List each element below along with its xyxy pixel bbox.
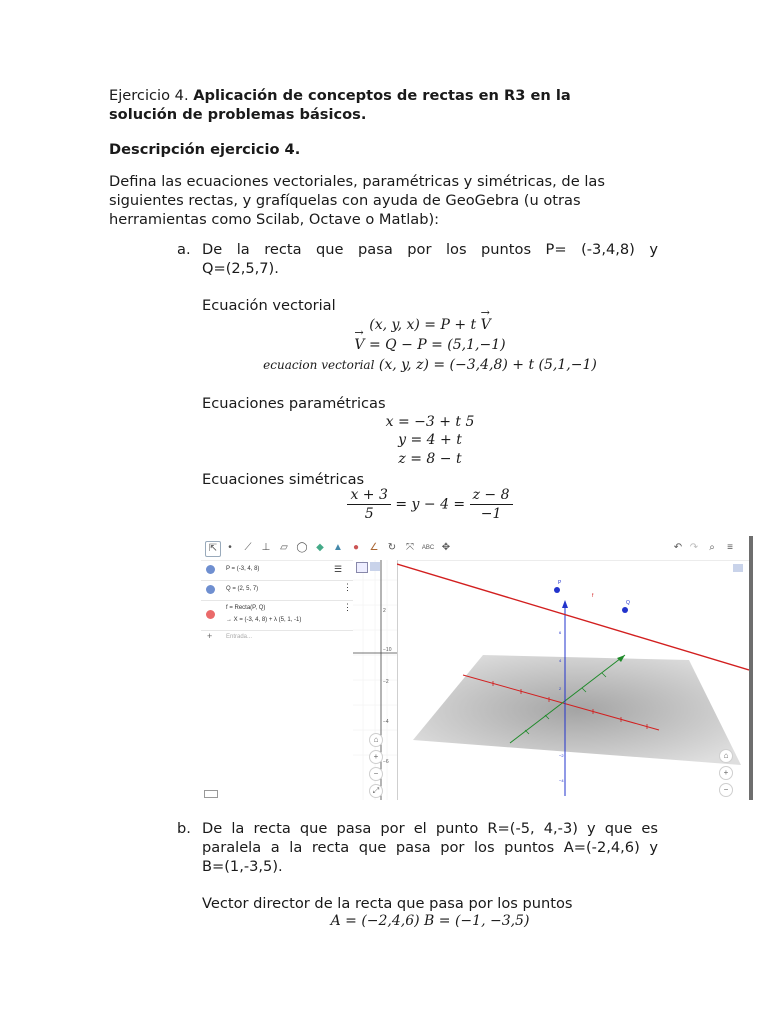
exercise-heading xyxy=(109,86,571,105)
line-f[interactable] xyxy=(397,564,749,670)
fraction-1-numerator: x + 3 xyxy=(347,487,390,505)
more-options-icon[interactable]: ⋮ xyxy=(343,602,352,612)
director-label: Vector director de la recta que pasa por los puntos xyxy=(202,895,573,912)
algebra-row-Q[interactable] xyxy=(201,580,353,601)
zoom-out-icon[interactable]: − xyxy=(719,783,733,797)
zoom-out-icon[interactable]: − xyxy=(369,767,383,781)
algebra-row-subtext: → X = (-3, 4, 8) + λ (5, 1, -1) xyxy=(226,617,302,623)
exercise-title: Aplicación de conceptos de rectas en R3 en la xyxy=(193,87,571,104)
add-icon[interactable]: + xyxy=(207,631,213,641)
point-P-label: P xyxy=(558,580,562,586)
part-a-line-2: Q=(2,5,7). xyxy=(202,260,279,277)
intro-line-1: Defina las ecuaciones vectoriales, paramétricas y simétricas, de las xyxy=(109,173,605,190)
zoom-in-icon[interactable]: + xyxy=(369,750,383,764)
z-tick-label: 2 xyxy=(559,686,562,691)
part-b-line-2: paralela a la recta que pasa por los puntos A=(-2,4,6) y xyxy=(202,839,658,856)
tick-label: −4 xyxy=(383,719,389,725)
param-y: y = 4 + t xyxy=(398,432,462,448)
exercise-title-line2: solución de problemas básicos. xyxy=(109,106,367,123)
part-a-line-1: De la recta que pasa por los puntos P= (-3,4,8) y xyxy=(202,241,658,258)
graphics-style-icon[interactable] xyxy=(356,562,368,573)
vector-v-symbol: → V xyxy=(354,337,364,353)
graphics-3d-canvas xyxy=(397,560,749,800)
graphics-2d-view xyxy=(353,560,398,800)
algebra-row-text: Q = (2, 5, 7) xyxy=(226,586,259,592)
fraction-1 xyxy=(347,487,390,522)
graphics-2d-canvas xyxy=(353,560,397,800)
geogebra-window xyxy=(201,536,753,800)
vector-equation-2 xyxy=(300,337,560,353)
point-P[interactable] xyxy=(554,587,560,593)
polygon-tool-icon[interactable]: ▱ xyxy=(280,542,288,553)
fraction-1-denominator: 5 xyxy=(364,506,374,522)
param-z: z = 8 − t xyxy=(398,451,462,467)
angle-tool-icon[interactable]: ∠ xyxy=(369,542,379,553)
fullscreen-icon[interactable]: ⤢ xyxy=(369,784,383,798)
move-tool-icon[interactable]: ⇱ xyxy=(205,541,221,557)
vec-eq3-label: ecuacion vectorial xyxy=(263,358,375,372)
line-f-label: f xyxy=(592,593,594,599)
exercise-prefix: Ejercicio 4. xyxy=(109,87,189,104)
algebra-row-text: f = Recta(P, Q) xyxy=(226,605,266,611)
fraction-2-denominator: −1 xyxy=(480,506,502,522)
algebra-view xyxy=(201,560,354,800)
symmetric-label: Ecuaciones simétricas xyxy=(202,471,365,488)
tick-label: 2 xyxy=(383,608,386,614)
plane-tool-icon[interactable]: ◆ xyxy=(316,542,324,553)
tick-label: −10 xyxy=(383,647,392,653)
fraction-2 xyxy=(470,487,513,522)
home-icon[interactable]: ⌂ xyxy=(719,749,733,763)
undo-icon[interactable]: ↶ xyxy=(673,542,683,553)
part-b-line-3: B=(1,-3,5). xyxy=(202,858,283,875)
fraction-2-numerator: z − 8 xyxy=(470,487,513,505)
zoom-in-icon[interactable]: + xyxy=(719,766,733,780)
view-tool-icon[interactable]: ✥ xyxy=(441,542,451,553)
line-tool-icon[interactable]: ⟋ xyxy=(244,542,252,553)
perpendicular-tool-icon[interactable]: ⊥ xyxy=(261,542,271,553)
home-icon[interactable]: ⌂ xyxy=(369,733,383,747)
z-tick-label: −4 xyxy=(559,778,564,783)
point-Q[interactable] xyxy=(622,607,628,613)
point-Q-label: Q xyxy=(626,600,630,606)
tick-label: −6 xyxy=(383,759,389,765)
part-a-marker: a. xyxy=(177,241,191,258)
vec-eq1-lhs: (x, y, x) = P + t xyxy=(369,317,477,333)
visibility-dot-icon[interactable] xyxy=(206,610,215,619)
vectorial-label: Ecuación vectorial xyxy=(202,297,336,314)
description-title: Descripción ejercicio 4. xyxy=(109,141,301,158)
z-tick-label: 6 xyxy=(559,630,562,635)
vec-eq2-rhs: = Q − P = (5,1,−1) xyxy=(368,337,506,353)
redo-icon[interactable]: ↷ xyxy=(689,542,699,553)
geogebra-toolbar xyxy=(201,536,749,561)
part-b-line-1: De la recta que pasa por el punto R=(-5, 4,-3) y que es xyxy=(202,820,658,837)
algebra-row-P[interactable] xyxy=(201,560,353,581)
rotate-tool-icon[interactable]: ↻ xyxy=(387,542,397,553)
keyboard-icon[interactable] xyxy=(204,790,218,798)
z-tick-label: −2 xyxy=(559,753,564,758)
pyramid-tool-icon[interactable]: ▲ xyxy=(333,542,343,553)
z-tick-label: 4 xyxy=(559,658,562,663)
view-options-icon[interactable] xyxy=(370,562,380,571)
points-equation: A = (−2,4,6) B = (−1, −3,5) xyxy=(330,913,530,929)
menu-icon[interactable]: ≡ xyxy=(727,542,733,553)
algebra-input-row[interactable] xyxy=(201,630,353,646)
xy-plane xyxy=(413,655,741,765)
vec-eq3-rhs: (x, y, z) = (−3,4,8) + t (5,1,−1) xyxy=(378,357,597,373)
tick-label: −2 xyxy=(383,679,389,685)
text-tool-icon[interactable]: ABC xyxy=(421,545,435,551)
reflect-tool-icon[interactable]: ⤧ xyxy=(406,542,414,553)
visibility-dot-icon[interactable] xyxy=(206,585,215,594)
intro-line-3: herramientas como Scilab, Octave o Matlab): xyxy=(109,211,440,228)
more-options-icon[interactable]: ⋮ xyxy=(343,582,352,592)
symmetric-middle: = y − 4 = xyxy=(395,496,466,513)
visibility-dot-icon[interactable] xyxy=(206,565,215,574)
search-icon[interactable]: ⌕ xyxy=(709,542,715,553)
z-axis-arrow xyxy=(562,600,568,608)
vector-equation-1 xyxy=(300,317,560,333)
symmetric-equation xyxy=(330,487,530,522)
part-b-marker: b. xyxy=(177,820,191,837)
algebra-row-f[interactable] xyxy=(201,600,353,631)
grid-2d xyxy=(353,560,397,800)
parametric-label: Ecuaciones paramétricas xyxy=(202,395,386,412)
algebra-row-text: P = (-3, 4, 8) xyxy=(226,566,260,572)
sphere-tool-icon[interactable]: ● xyxy=(352,542,360,553)
sort-icon[interactable]: ☰ xyxy=(334,564,343,574)
vector-equation-3 xyxy=(240,357,620,373)
vector-v-symbol: → V xyxy=(481,317,491,333)
algebra-input[interactable]: Entrada... xyxy=(226,634,253,640)
point-tool-icon[interactable]: • xyxy=(228,542,232,553)
intro-line-2: siguientes rectas, y grafíquelas con ayuda de GeoGebra (u otras xyxy=(109,192,581,209)
style-bar-toggle-icon[interactable] xyxy=(733,564,743,572)
graphics-3d-view xyxy=(397,560,749,800)
circle-tool-icon[interactable]: ◯ xyxy=(296,542,308,553)
param-x: x = −3 + t 5 xyxy=(385,414,475,430)
